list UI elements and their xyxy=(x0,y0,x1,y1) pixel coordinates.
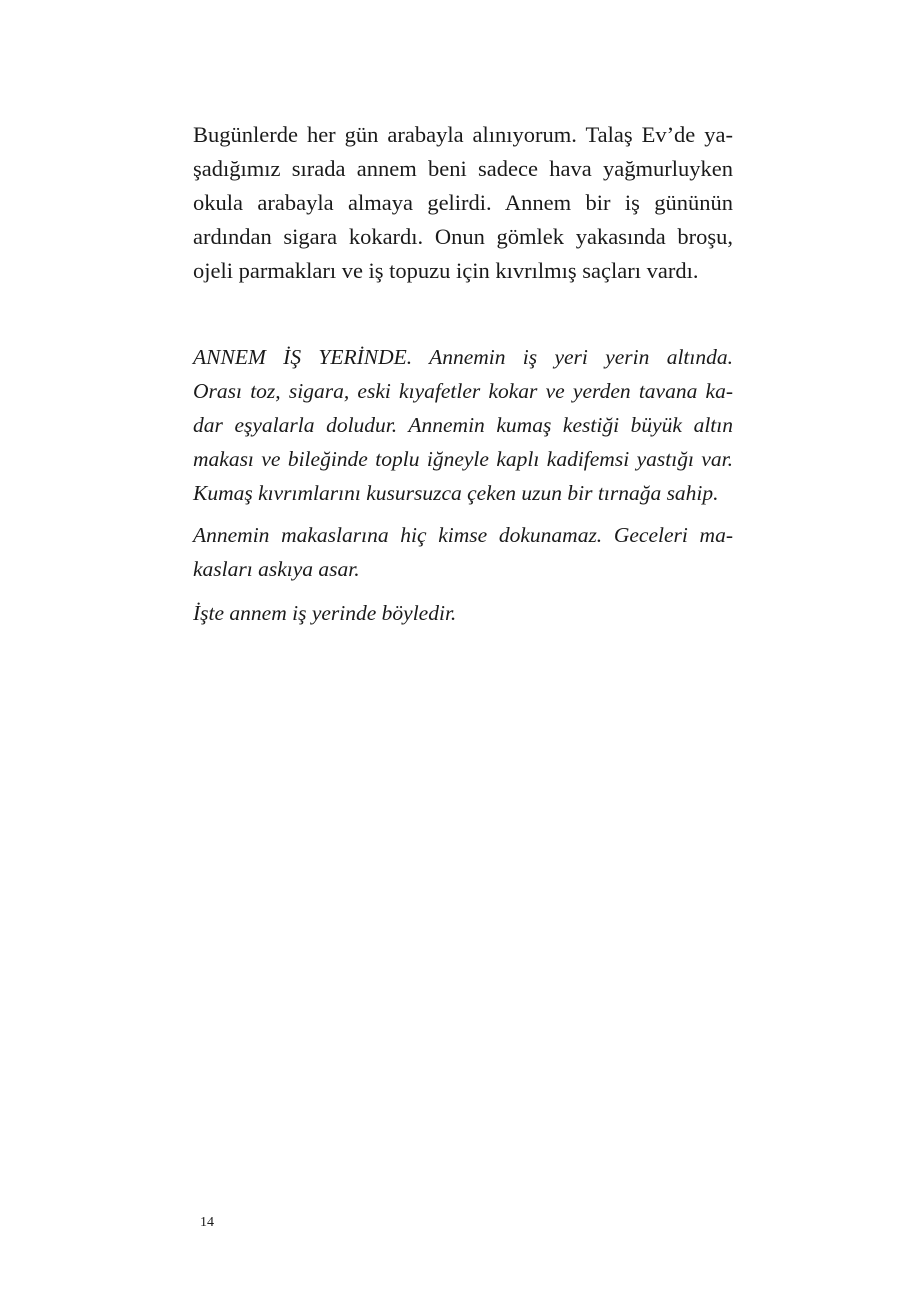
text-line: makası ve bileğinde toplu iğneyle kaplı kadifemsi yastığı var. xyxy=(193,447,733,471)
text-line: okula arabayla almaya gelirdi. Annem bir iş gününün xyxy=(193,190,733,215)
text-line: ANNEM İŞ YERİNDE. Annemin iş yeri yerin altında. xyxy=(193,345,733,369)
text-line: kasları askıya asar. xyxy=(193,557,360,581)
text-line: Bugünlerde her gün arabayla alınıyorum. Talaş Ev’de ya- xyxy=(193,122,733,147)
paragraph-scissors xyxy=(193,518,733,586)
paragraph-mother-at-work xyxy=(193,340,733,510)
text-line: dar eşyalarla doludur. Annemin kumaş kestiği büyük altın xyxy=(193,413,733,437)
text-line: İşte annem iş yerinde böyledir. xyxy=(193,601,457,625)
paragraph-closing xyxy=(193,596,733,630)
paragraph-car-pickup xyxy=(193,118,733,288)
text-line: Kumaş kıvrımlarını kusursuzca çeken uzun bir tırnağa sahip. xyxy=(193,481,719,505)
text-line: Orası toz, sigara, eski kıyafetler kokar ve yerden tavana ka- xyxy=(193,379,733,403)
text-line: şadığımız sırada annem beni sadece hava yağmurluyken xyxy=(193,156,733,181)
text-line: ardından sigara kokardı. Onun gömlek yakasında broşu, xyxy=(193,224,733,249)
page-number: 14 xyxy=(200,1215,214,1230)
text-line: Annemin makaslarına hiç kimse dokunamaz. Geceleri ma- xyxy=(193,523,733,547)
text-line: ojeli parmakları ve iş topuzu için kıvrılmış saçları vardı. xyxy=(193,258,699,283)
